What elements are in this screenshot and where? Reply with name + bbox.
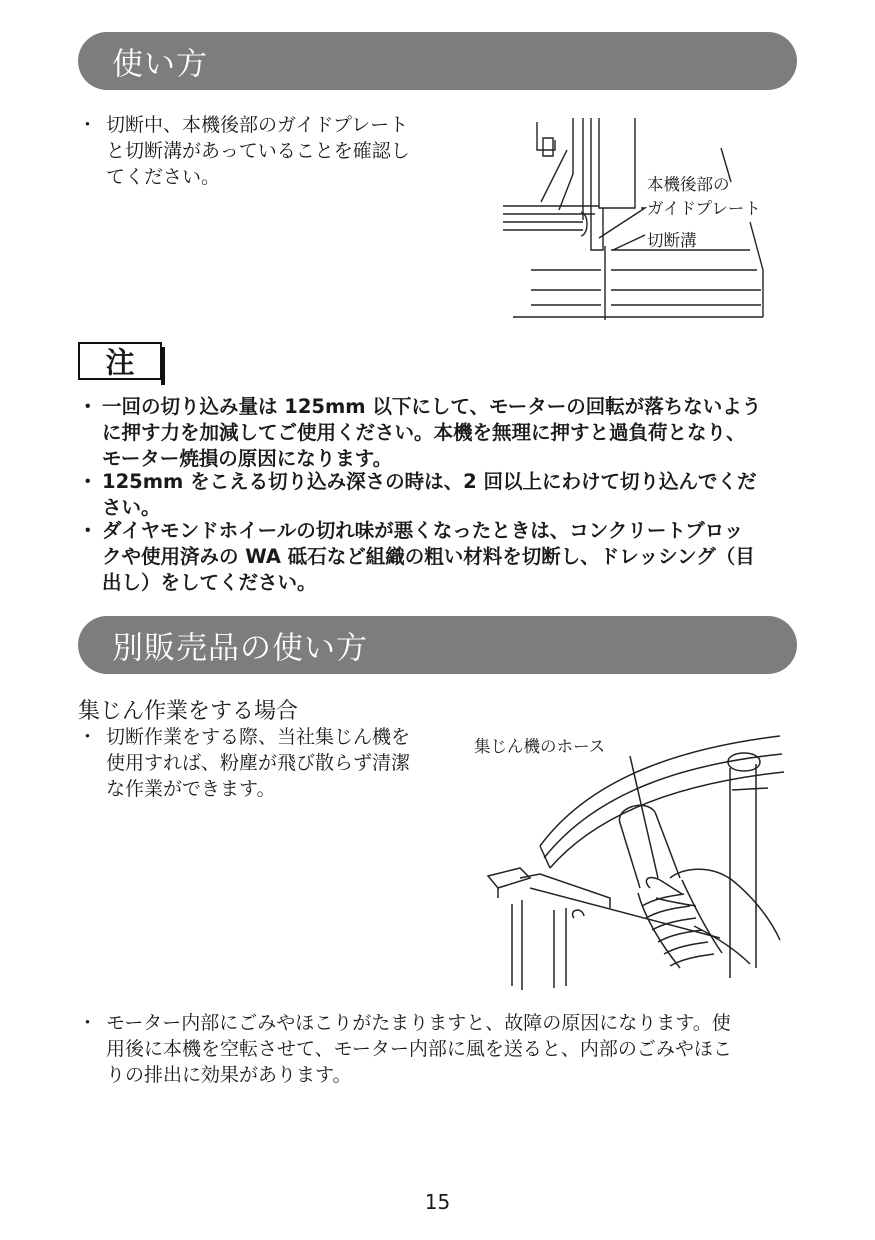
page-number: 15: [424, 1190, 451, 1214]
caution-text-2: 125mm をこえる切り込み深さの時は、2 回以上にわけて切り込んでくだ さい。: [102, 470, 757, 519]
section-title-optional: 別販売品の使い方: [112, 630, 368, 667]
hose-label: 集じん機のホース: [474, 737, 606, 756]
motor-maintenance-item: [78, 1010, 798, 1090]
bullet-dot: ・: [78, 519, 98, 542]
dust-collection-subheading: 集じん作業をする場合: [78, 699, 299, 724]
cut-groove-label: 切断溝: [647, 231, 697, 250]
caution-text-3: ダイヤモンドホイールの切れ味が悪くなったときは、コンクリートブロッ クや使用済みの WA 砥石など組織の粗い材料を切断し、ドレッシング（目 出し）をしてください。: [102, 519, 755, 594]
motor-maintenance-text: モーター内部にごみやほこりがたまりますと、故障の原因になります。使 用後に本機を空転させて、モーター内部に風を送ると、内部のごみやほこ りの排出に効果があります。: [106, 1012, 732, 1086]
bullet-dot: ・: [78, 726, 98, 748]
caution-label: 注: [105, 345, 135, 380]
usage-check-text: 切断中、本機後部のガイドプレート と切断溝があっていることを確認し てください。: [106, 114, 410, 188]
section-header-optional: [78, 616, 797, 674]
guide-plate-label-line2: ガイドプレート: [647, 199, 761, 218]
caution-item: [78, 394, 798, 474]
dust-collection-text: 切断作業をする際、当社集じん機を 使用すれば、粉塵が飛び散らず清潔 な作業ができます。: [106, 726, 411, 800]
section-title-usage: 使い方: [112, 46, 208, 83]
dust-hose-figure: [470, 728, 790, 993]
usage-check-item: [78, 112, 458, 192]
bullet-dot: ・: [78, 470, 98, 493]
bullet-dot: ・: [78, 395, 98, 418]
caution-item: [78, 518, 798, 598]
caution-item: [78, 469, 798, 523]
dust-collection-item: [78, 724, 458, 804]
bullet-dot: ・: [78, 114, 98, 136]
caution-label-box: [78, 342, 162, 380]
bullet-dot: ・: [78, 1012, 98, 1034]
guide-plate-figure: [495, 110, 795, 325]
guide-plate-label-line1: 本機後部の: [647, 175, 730, 194]
caution-text-1: 一回の切り込み量は 125mm 以下にして、モーターの回転が落ちないよう に押す力を加減してご使用ください。本機を無理に押すと過負荷となり、 モーター焼損の原因になります。: [102, 395, 762, 470]
section-header-usage: [78, 32, 797, 90]
